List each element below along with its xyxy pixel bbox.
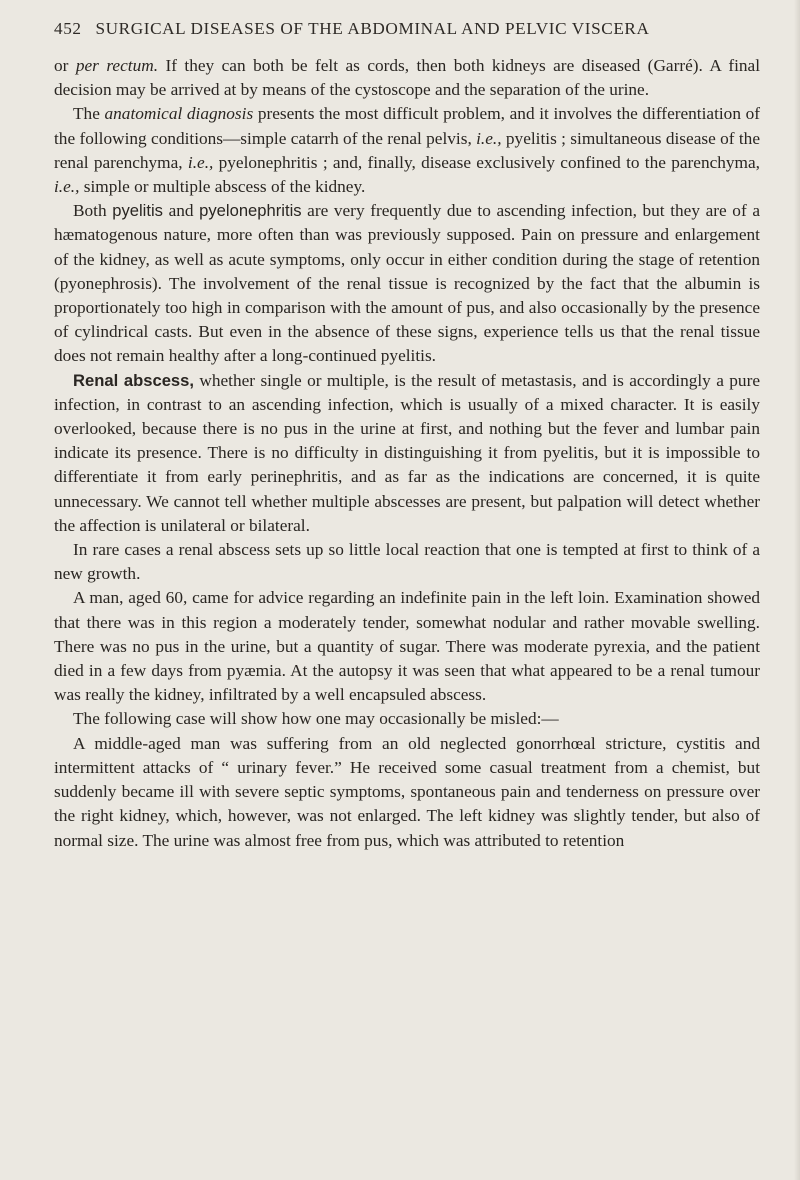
- text-run: presents the most difficult problem, and it involves the differentiation of the following conditions—simple catarrh of the renal pelvis,: [54, 104, 760, 148]
- text-run: In rare cases a renal abscess sets up so little local reaction that one is tempted at first to think of a new growth.: [54, 540, 760, 584]
- paragraph-7: [54, 707, 760, 731]
- sans-heading-run: pyelonephritis: [199, 201, 302, 221]
- text-run: A man, aged 60, came for advice regarding an indefinite pain in the left loin. Examination showed that there was in this region a moderately tender, somewhat nodular and rather movable swelling. There was no pus in the urine, but a quantity of sugar. There was moderate pyrexia, and the patient died in a few days from pyæmia. At the autopsy it was seen that what appeared to be a renal tumour was really the kidney, infiltrated by a well encapsuled abscess.: [54, 588, 760, 705]
- italic-run: i.e.,: [187, 152, 214, 172]
- paragraph-6: [54, 586, 760, 707]
- sans-heading-run: Renal abscess,: [73, 370, 194, 390]
- sans-heading-run: pyelitis: [112, 201, 163, 221]
- paragraph-5: [54, 538, 760, 586]
- body-text: [54, 54, 760, 853]
- text-run: If they can both be felt as cords, then both kidneys are diseased (Garré). A final decision may be arrived at by means of the cystoscope and the separation of the urine.: [54, 56, 760, 100]
- paragraph-2: [54, 102, 760, 199]
- text-run: are very frequently due to ascending infection, but they are of a hæmatogenous nature, more often than was previously supposed. Pain on pressure and enlargement of the kidney, as well as acute symptoms, only occur in either condition during the stage of retention (pyonephrosis). The involvement of the renal tissue is recognized by the fact that the albumin is proportionately too high in comparison with the amount of pus, and also occasionally by the presence of cylindrical casts. But even in the absence of these signs, experience tells us that the renal tissue does not remain healthy after a long-continued pyelitis.: [54, 201, 760, 366]
- italic-run: i.e.,: [54, 177, 80, 197]
- running-head: [54, 19, 754, 39]
- text-run: pyelonephritis ; and, finally, disease exclusively confined to the parenchyma,: [213, 152, 760, 172]
- text-run: The following case will show how one may occasionally be misled:—: [73, 709, 559, 729]
- text-run: simple or multiple abscess of the kidney.: [79, 177, 366, 197]
- italic-run: i.e.,: [476, 128, 502, 148]
- italic-run: anatomical diagnosis: [104, 104, 254, 124]
- text-run: whether single or multiple, is the result of metastasis, and is accordingly a pure infection, in contrast to an ascending infection, which is usually of a mixed character. It is easily overlooked, because there is no pus in the urine at first, and nothing but the fever and lumbar pain indicate its presence. There is no difficulty in distinguishing it from pyelitis, but it is impossible to differentiate it from early perinephritis, and as far as the indications are concerned, it is quite unnecessary. We cannot tell whether multiple abscesses are present, but palpation will detect whether the affection is unilateral or bilateral.: [54, 370, 760, 535]
- page-edge-shadow: [794, 0, 800, 1180]
- italic-run: per rectum.: [75, 56, 159, 75]
- text-run: A middle-aged man was suffering from an old neglected gonorrhœal stricture, cystitis and intermittent attacks of “ urinary fever.” He received some casual treatment from a chemist, but suddenly became ill with severe septic symptoms, spontaneous pain and tenderness on pressure over the right kidney, which, however, was not enlarged. The left kidney was slightly tender, but also of normal size. The urine was almost free from pus, which was attributed to retention: [54, 733, 760, 850]
- text-run: pyelitis ; simultaneous disease of the renal parenchyma,: [54, 128, 760, 172]
- paragraph-1: [54, 54, 760, 102]
- page-number: 452: [54, 19, 82, 38]
- text-run: and: [162, 201, 200, 221]
- running-title: SURGICAL DISEASES OF THE ABDOMINAL AND PELVIC VISCERA: [95, 19, 650, 38]
- paragraph-4: [54, 369, 760, 538]
- text-run: Both: [73, 201, 113, 221]
- text-run: or: [54, 56, 76, 75]
- paragraph-3: [54, 199, 760, 368]
- paragraph-8: [54, 732, 760, 853]
- text-run: The: [73, 104, 105, 124]
